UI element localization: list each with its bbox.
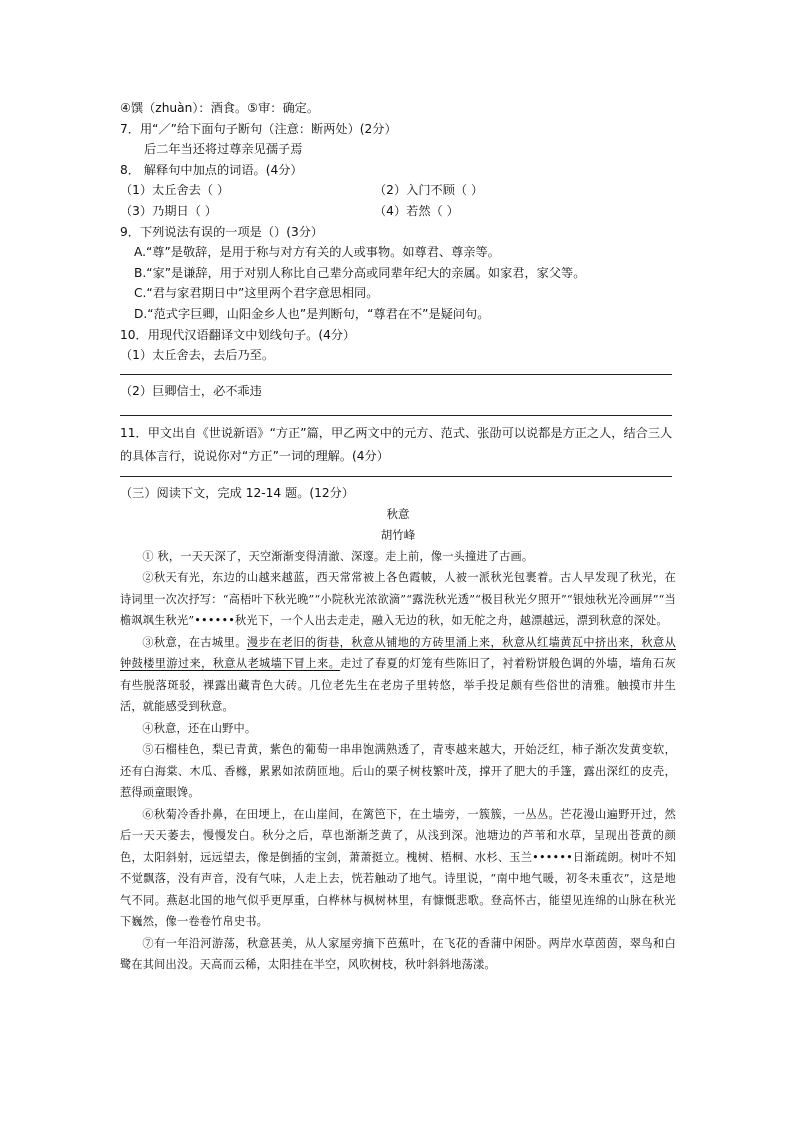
question-9-option-c: C.“君与家君期日中”这里两个君字意思相同。 [134, 286, 379, 301]
essay-paragraph-3 [120, 632, 676, 718]
question-10-item-2: （2）巨卿信士，必不乖违 [120, 383, 262, 398]
essay-paragraph-7: ⑦有一年沿河游荡，秋意甚美，从人家屋旁摘下芭蕉叶，在飞花的香蒲中闲卧。两岸水草茵茵，翠鸟和白鹭在其间出没。天高而云稀，太阳挂在半空，风吹树枝，秋叶斜斜地荡漾。 [120, 936, 676, 972]
question-9: 9．下列说法有误的一项是（）(3分） [120, 224, 324, 239]
essay-paragraph-6: ⑥秋菊冷香扑鼻，在田埂上，在山崖间，在篱笆下，在土墙旁，一簇簇，一丛丛。芒花漫山遍野开过，然后一天天萎去，慢慢发白。秋分之后，草也渐渐芝黄了，从浅到深。池塘边的芦苇和水草，呈现出苍黄的颜色，太阳斜射，远远望去，像是倒插的宝剑，萧萧挺立。槐树、梧桐、水杉、玉兰••••••日渐疏朗。树叶不知不觉飘落，没有声音，没有气味，人走上去，恍若触动了地气。诗里说，“南中地气暖，初冬未重衣”，这是地气不同。燕赵北国的地气似乎更厚重，白桦林与枫树林里，有慷慨悲歌。登高怀古，能望见连绵的山脉在秋光下巍然，像一卷卷竹帛史书。 [120, 807, 676, 929]
essay-paragraph-2: ②秋天有光，东边的山越来越蓝，西天常常被上各色霞帔，人被一派秋光包裹着。古人早发现了秋光，在诗词里一次次抒写：“高梧叶下秋光晚”“小院秋光浓欲滴”“露洗秋光透”“极目秋光夕照开”“银烛秋光冷画屏”“当檐飒飒生秋光”••••••秋光下，一个人出去走走，融入无边的秋，如无舵之舟，越漂越远，漂到秋意的深处。 [120, 571, 676, 628]
question-8-item-3: （3）乃期日（ ） [120, 203, 217, 218]
essay-author: 胡竹峰 [380, 527, 416, 542]
underlined-sentence: 漫步在老旧的街巷，秋意从铺地的方砖里涌上来，秋意从红墙黄瓦中挤出来，秋意从钟鼓楼里游过来，秋意从老城墙下冒上来。 [120, 635, 676, 671]
question-8-item-2: （2）入门不顾（ ） [374, 183, 484, 198]
question-8-item-1: （1）太丘舍去（ ） [120, 183, 230, 198]
question-10: 10．用现代汉语翻译文中划线句子。(4分） [120, 327, 356, 342]
question-7: 7．用“／”给下面句子断句（注意：断两处）(2分） [120, 121, 397, 136]
question-9-option-b: B.“家”是谦辞，用于对别人称比自己辈分高或同辈年纪大的亲属。如家君，家父等。 [134, 265, 586, 280]
question-7-sentence: 后二年当还将过尊亲见孺子焉 [144, 142, 303, 157]
answer-line-3 [120, 476, 672, 477]
essay-paragraph-1: ① 秋，一天天深了，天空渐渐变得清澈、深邃。走上前，像一头撞进了古画。 [142, 549, 534, 563]
question-9-option-d: D.“范式字巨卿，山阳金乡人也”是判断句，“尊君在不”是疑问句。 [134, 306, 490, 321]
essay-paragraph-3-lead: ③秋意，在古城里。 [142, 635, 247, 649]
question-10-item-1: （1）太丘舍去，去后乃至。 [120, 348, 275, 363]
question-8-row-1 [120, 180, 676, 201]
essay-paragraph-4: ④秋意，还在山野中。 [142, 721, 257, 735]
essay-paragraph-3-rest: 走过了春夏的灯笼有些陈旧了，衬着粉饼般色调的外墙，墙角石灰有些脱落斑驳，裸露出藏青色大砖。几位老先生在老房子里转悠，举手投足颇有些俗世的清雅。触摸市井生活，就能感受到秋意。 [120, 657, 676, 714]
question-8-item-4: （4）若然（ ） [374, 203, 459, 218]
question-11: 11．甲文出自《世说新语》“方正”篇，甲乙两文中的元方、范式、张劭可以说都是方正之人，结合三人的具体言行，说说你对“方正”一词的理解。(4分） [120, 426, 673, 464]
section-3-heading: （三）阅读下文，完成 12-14 题。(12分） [120, 486, 355, 501]
note-line: ④馔（zhuàn）：酒食。⑤审：确定。 [120, 101, 320, 115]
essay-title: 秋意 [386, 506, 410, 521]
question-8-row-2 [120, 201, 676, 222]
answer-line-2 [120, 415, 672, 416]
answer-line-1 [120, 374, 672, 375]
essay-paragraph-5: ⑤石榴桂色，梨已青黄，紫色的葡萄一串串饱满熟透了，青枣越来越大，开始泛红，柿子渐次发黄变软，还有白海棠、木瓜、香橼，累累如浓荫匝地。后山的栗子树枝繁叶茂，撑开了肥大的手篷，露出深红的皮壳，惹得顽童眼馋。 [120, 743, 676, 800]
page-content [120, 98, 676, 976]
question-9-option-a: A.“尊”是敬辞，是用于称与对方有关的人或事物。如尊君、尊亲等。 [134, 245, 500, 260]
question-8: 8． 解释句中加点的词语。(4分） [120, 162, 303, 177]
